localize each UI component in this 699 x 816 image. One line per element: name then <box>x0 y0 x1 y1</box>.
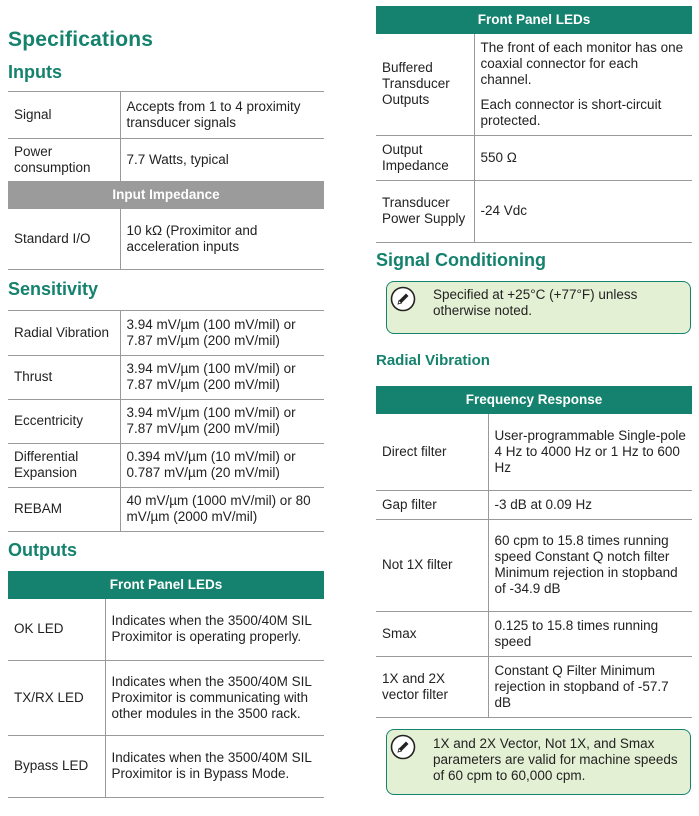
row-value: -3 dB at 0.09 Hz <box>488 490 692 519</box>
row-value <box>474 34 692 135</box>
row-value: 3.94 mV/µm (100 mV/mil) or 7.87 mV/µm (200 mV/mil) <box>120 355 324 399</box>
row-label: Output Impedance <box>376 135 474 180</box>
table-subheader <box>8 181 324 209</box>
table-row <box>8 92 324 138</box>
table-row <box>8 138 324 181</box>
row-value: 60 cpm to 15.8 times running speed Constant Q notch filter Minimum rejection in stopband of -34.9 dB <box>488 519 692 611</box>
row-label: Standard I/O <box>8 209 120 269</box>
row-label: REBAM <box>8 487 120 531</box>
row-label: Signal <box>8 92 120 138</box>
row-value: 3.94 mV/µm (100 mV/mil) or 7.87 mV/µm (200 mV/mil) <box>120 311 324 355</box>
table-row <box>8 660 324 735</box>
table-row <box>376 611 692 656</box>
table-row <box>376 414 692 490</box>
row-label: Power consumption <box>8 138 120 181</box>
table-row <box>8 209 324 269</box>
radial-vibration-heading: Radial Vibration <box>376 352 490 369</box>
outputs-table <box>8 571 324 798</box>
row-value: Accepts from 1 to 4 proximity transducer signals <box>120 92 324 138</box>
table-row <box>8 443 324 487</box>
row-value: -24 Vdc <box>474 180 692 242</box>
row-label: OK LED <box>8 599 105 660</box>
row-label: Eccentricity <box>8 399 120 443</box>
row-value: 40 mV/µm (1000 mV/mil) or 80 mV/µm (2000 mV/mil) <box>120 487 324 531</box>
row-label: Radial Vibration <box>8 311 120 355</box>
table-row <box>376 135 692 180</box>
table-row <box>8 735 324 797</box>
note-box <box>386 729 691 795</box>
table-row <box>376 656 692 717</box>
row-value: Constant Q Filter Minimum rejection in stopband of -57.7 dB <box>488 656 692 717</box>
table-header <box>8 571 324 599</box>
row-value: 3.94 mV/µm (100 mV/mil) or 7.87 mV/µm (200 mV/mil) <box>120 399 324 443</box>
row-value: User-programmable Single-pole 4 Hz to 4000 Hz or 1 Hz to 600 Hz <box>488 414 692 490</box>
row-label: Not 1X filter <box>376 519 488 611</box>
row-label: Transducer Power Supply <box>376 180 474 242</box>
table-header <box>376 386 692 414</box>
front-panel-leds-header: Front Panel LEDs <box>376 6 692 34</box>
row-label: Smax <box>376 611 488 656</box>
row-value: 10 kΩ (Proximitor and acceleration inputs <box>120 209 324 269</box>
sensitivity-table <box>8 311 324 532</box>
note-box <box>386 281 691 334</box>
row-value: Indicates when the 3500/40M SIL Proximitor is communicating with other modules in the 3500 rack. <box>105 660 324 735</box>
page-title: Specifications <box>8 28 154 51</box>
row-label: Bypass LED <box>8 735 105 797</box>
pencil-note-icon <box>390 286 416 312</box>
note-text: Specified at +25°C (+77°F) unless otherwise noted. <box>433 287 638 318</box>
row-label: Differential Expansion <box>8 443 120 487</box>
row-label: Buffered Transducer Outputs <box>376 34 474 135</box>
row-value: Indicates when the 3500/40M SIL Proximitor is in Bypass Mode. <box>105 735 324 797</box>
signal-conditioning-heading: Signal Conditioning <box>376 250 546 270</box>
pencil-note-icon <box>390 734 416 760</box>
note-text: 1X and 2X Vector, Not 1X, and Smax parameters are valid for machine speeds of 60 cpm to 60,000 cpm. <box>433 736 678 783</box>
row-value: 7.7 Watts, typical <box>120 138 324 181</box>
table-row <box>8 355 324 399</box>
row-label: Gap filter <box>376 490 488 519</box>
table-header <box>376 6 692 34</box>
row-label: TX/RX LED <box>8 660 105 735</box>
row-label: Direct filter <box>376 414 488 490</box>
row-value: 0.125 to 15.8 times running speed <box>488 611 692 656</box>
frequency-response-table <box>376 386 692 718</box>
row-value: 550 Ω <box>474 135 692 180</box>
inputs-heading: Inputs <box>8 62 62 82</box>
front-panel-table <box>376 6 692 243</box>
value-paragraph: The front of each monitor has one coaxial connector for each channel. <box>480 39 684 87</box>
table-row <box>8 399 324 443</box>
inputs-table <box>8 92 324 270</box>
table-row <box>8 599 324 660</box>
table-row <box>8 487 324 531</box>
row-value: 0.394 mV/µm (10 mV/mil) or 0.787 mV/µm (20 mV/mil) <box>120 443 324 487</box>
row-label: Thrust <box>8 355 120 399</box>
row-value: Indicates when the 3500/40M SIL Proximitor is operating properly. <box>105 599 324 660</box>
table-row <box>8 311 324 355</box>
table-row <box>376 34 692 135</box>
row-label: 1X and 2X vector filter <box>376 656 488 717</box>
value-paragraph: Each connector is short-circuit protected. <box>480 96 662 128</box>
table-row <box>376 180 692 242</box>
sensitivity-heading: Sensitivity <box>8 279 99 299</box>
table-row <box>376 490 692 519</box>
outputs-heading: Outputs <box>8 540 77 560</box>
impedance-header: Input Impedance <box>8 181 324 209</box>
front-panel-leds-header: Front Panel LEDs <box>8 571 324 599</box>
table-row <box>376 519 692 611</box>
frequency-response-header: Frequency Response <box>376 386 692 414</box>
